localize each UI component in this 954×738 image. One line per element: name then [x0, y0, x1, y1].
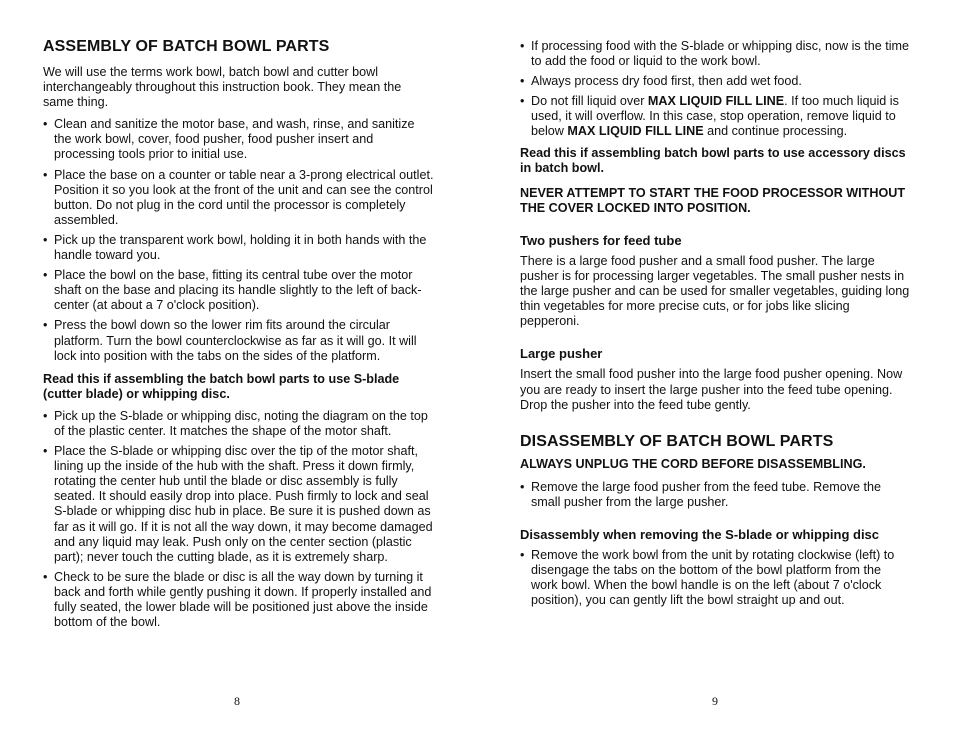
list-item: • Press the bowl down so the lower rim fits around the circular platform. Turn the bowl counterclockwise as far as it will go. It will lock into position with the tabs on the sides of the platform. — [43, 318, 417, 363]
disassembly-list — [520, 480, 910, 510]
list-item: • Always process dry food first, then add wet food. — [520, 74, 802, 89]
list-item: • Place the S-blade or whipping disc over the tip of the motor shaft, lining up the inside of the hub with the shaft. Press it down firmly, rotating the center hub until the blade or disc assembly is fully seated. It should easily drop into place. Push firmly to lock and seal S-blade or whipping disc hub in place. Be sure it is pushed down as far as it will go. If it is not all the way down, it may become damaged and any liquid may leak. Push only on the center section (plastic part); never touch the cutting blade, as it is extremely sharp. — [43, 444, 433, 564]
disassembly-heading: DISASSEMBLY OF BATCH BOWL PARTS — [520, 432, 834, 450]
list-item: • Place the bowl on the base, fitting its central tube over the motor shaft on the base and placing its handle slightly to the left of back-center (at about a 7 o'clock position). — [43, 268, 422, 313]
list-item: • Remove the large food pusher from the feed tube. Remove the small pusher from the large pusher. — [520, 479, 882, 509]
processing-tips-list — [520, 39, 910, 140]
list-item: • Place the base on a counter or table near a 3-prong electrical outlet. Position it so you look at the front of the unit and can see the control button. Do not plug in the cord until the processor is completely assembled. — [43, 167, 434, 227]
list-item: • Remove the work bowl from the unit by rotating clockwise (left) to disengage the tabs on the bottom of the bowl platform from the work bowl. When the bowl handle is on the left (about 7 o'clock position), you can gently lift the bowl straight up and out. — [520, 547, 895, 608]
intro-paragraph: We will use the terms work bowl, batch bowl and cutter bowl interchangeably throughout this instruction book. They mean the same thing. — [43, 65, 402, 110]
sblade-disassembly-list — [520, 548, 910, 608]
list-item: • If processing food with the S-blade or whipping disc, now is the time to add the food or liquid to the work bowl. — [520, 39, 910, 69]
cover-warning: NEVER ATTEMPT TO START THE FOOD PROCESSOR WITHOUT THE COVER LOCKED INTO POSITION. — [520, 185, 906, 215]
accessory-note: Read this if assembling batch bowl parts to use accessory discs in batch bowl. — [520, 145, 906, 175]
left-page — [43, 38, 435, 635]
assembly-steps-list — [43, 117, 435, 363]
page-number-left: 8 — [234, 694, 240, 708]
right-page — [520, 39, 910, 613]
pushers-paragraph: There is a large food pusher and a small food pusher. The large pusher is for processing larger vegetables. The small pusher nests in the large pusher and can be used for smaller vegetables, guiding long thin vegetables for more precise cuts, or for jobs like slicing pepperoni. — [520, 253, 910, 329]
list-item: • Clean and sanitize the motor base, and wash, rinse, and sanitize the work bowl, cover, food pusher, food pusher insert and processing tools prior to initial use. — [43, 117, 415, 162]
sblade-note: Read this if assembling the batch bowl parts to use S-blade (cutter blade) or whipping disc. — [43, 371, 400, 401]
large-pusher-heading: Large pusher — [520, 346, 603, 362]
pushers-heading: Two pushers for feed tube — [520, 232, 682, 248]
sblade-disassembly-heading: Disassembly when removing the S-blade or whipping disc — [520, 526, 880, 542]
unplug-note: ALWAYS UNPLUG THE CORD BEFORE DISASSEMBLING. — [520, 456, 866, 471]
max-fill-line-label: MAX LIQUID FILL LINE — [647, 94, 785, 109]
list-item: • Pick up the S-blade or whipping disc, noting the diagram on the top of the plastic center. It matches the shape of the motor shaft. — [43, 408, 428, 438]
list-item: • Check to be sure the blade or disc is all the way down by turning it back and forth while gently pushing it down. If properly installed and fully seated, the lower blade will be positioned just above the inside bottom of the bowl. — [43, 569, 432, 630]
list-item: • Do not fill liquid over MAX LIQUID FILL LINE. If too much liquid is used, it will overflow. In this case, stop operation, remove liquid to below MAX LIQUID FILL LINE and continue processing. — [520, 94, 899, 139]
list-item: • Pick up the transparent work bowl, holding it in both hands with the handle toward you. — [43, 232, 427, 263]
sblade-steps-list — [43, 409, 435, 630]
page-number-right: 9 — [712, 694, 718, 708]
assembly-heading: ASSEMBLY OF BATCH BOWL PARTS — [43, 38, 330, 55]
large-pusher-paragraph: Insert the small food pusher into the large food pusher opening. Now you are ready to insert the large pusher into the feed tube opening. Drop the pusher into the feed tube gently. — [520, 367, 903, 412]
max-fill-line-label: MAX LIQUID FILL LINE — [567, 124, 704, 139]
